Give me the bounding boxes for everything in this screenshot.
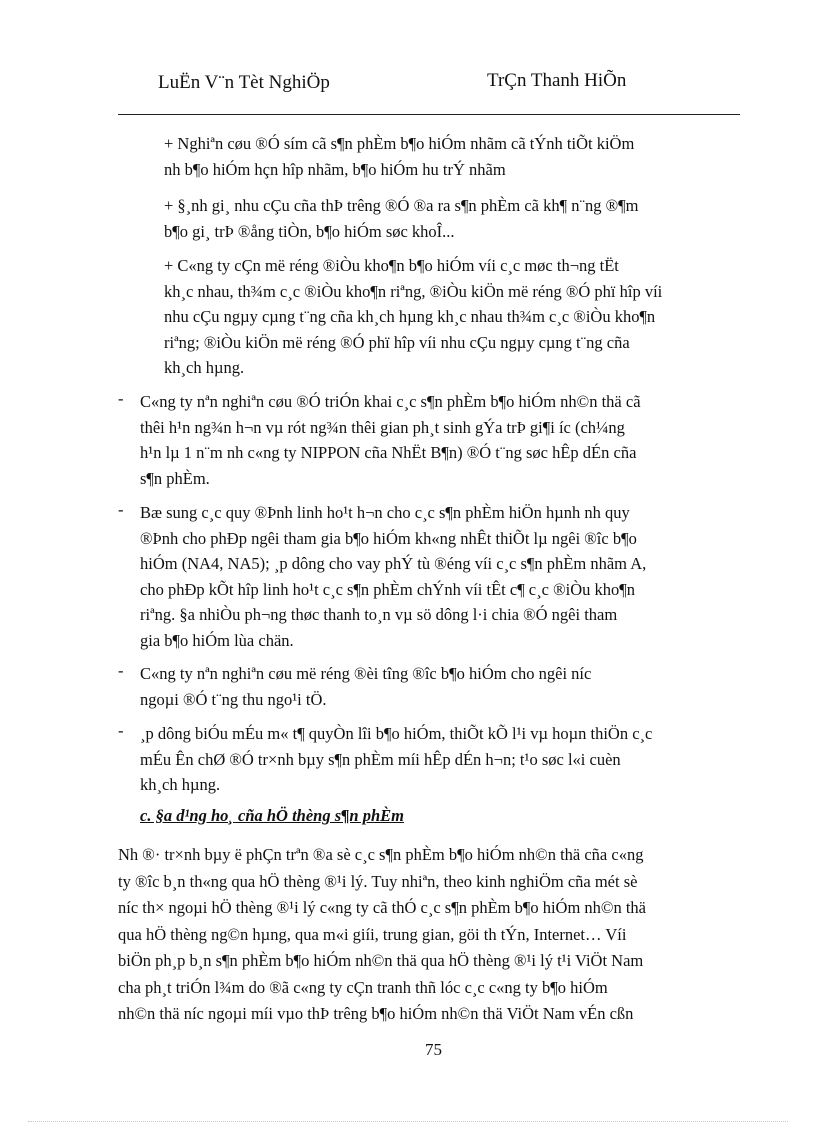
bullet-dash: -	[118, 661, 124, 680]
text-line: s¶n phÈm.	[140, 468, 210, 488]
dash-item-1	[140, 389, 641, 491]
text-line: kh¸ch hµng.	[140, 775, 221, 794]
text-line: + C«ng ty cÇn më réng ®iÒu kho¶n b¶o hiÓm víi c¸c møc th¬ng tËt	[164, 256, 619, 275]
text-line: ngoµi ®Ó t¨ng thu ngo¹i tÖ.	[140, 689, 327, 709]
text-line: Nh ®· tr×nh bµy ë phÇn trªn ®a sè c¸c s¶n phÈm b¶o hiÓm nh©n thä cña c«ng	[118, 845, 644, 864]
text-line: hiÓm (NA4, NA5); ¸p dông cho vay phÝ tù ®éng víi c¸c s¶n phÈm nhãm A,	[140, 554, 647, 573]
text-line: ®Þnh cho phÐp ngêi tham gia b¶o hiÓm kh«ng nhÊt thiÕt lµ ngêi ®îc b¶o	[140, 528, 637, 548]
text-line: mÉu Ên chØ ®Ó tr×nh bµy s¶n phÈm míi hÊp dÉn h¬n; t¹o søc l«i cuèn	[140, 749, 621, 769]
text-line: C«ng ty nªn nghiªn cøu më réng ®èi tîng ®îc b¶o hiÓm cho ngêi níc	[140, 664, 592, 683]
text-line: ty ®îc b¸n th«ng qua hÖ thèng ®¹i lý. Tuy nhiªn, theo kinh nghiÖm cña mét sè	[118, 871, 638, 891]
text-line: h¹n lµ 1 n¨m nh c«ng ty NIPPON cña NhËt B¶n) ®Ó t¨ng søc hÊp dÉn cña	[140, 443, 637, 462]
plus-item-1	[164, 131, 634, 182]
section-subheading: c. §a d¹ng ho¸ cña hÖ thèng s¶n phÈm	[140, 806, 404, 825]
text-line: qua hÖ thèng ng©n hµng, qua m«i giíi, trung gian, göi th tÝn, Internet… Víi	[118, 924, 627, 944]
dash-item-3	[140, 661, 591, 712]
text-line: Bæ sung c¸c quy ®Þnh linh ho¹t h¬n cho c¸c s¶n phÈm hiÖn hµnh nh quy	[140, 503, 630, 522]
text-line: nhu cÇu ngµy cµng t¨ng cña kh¸ch hµng kh¸c nhau th¾m c¸c ®iÒu kho¶n	[164, 307, 656, 326]
text-line: riªng; ®iÒu kiÖn më réng ®Ó phï hîp víi nhu cÇu ngµy cµng t¨ng cña	[164, 332, 630, 352]
plus-item-2	[164, 193, 638, 244]
plus-item-3	[164, 253, 662, 381]
text-line: + Nghiªn cøu ®Ó sím cã s¶n phÈm b¶o hiÓm nhãm cã tÝnh tiÕt kiÖm	[164, 134, 635, 153]
text-line: cho phÐp kÕt hîp linh ho¹t c¸c s¶n phÈm chÝnh víi tÊt c¶ c¸c ®iÒu kho¶n	[140, 579, 635, 599]
page-bottom-edge	[28, 1121, 788, 1122]
text-line: biÖn ph¸p b¸n s¶n phÈm b¶o hiÓm nh©n thä qua hÖ thèng ®¹i lý t¹i ViÖt Nam	[118, 951, 644, 970]
page-number: 75	[425, 1040, 442, 1059]
text-line: riªng. §a nhiÒu ph¬ng thøc thanh to¸n vµ sö dông l·i chia ®Ó ngêi tham	[140, 605, 618, 624]
text-line: kh¸ch hµng.	[164, 358, 245, 377]
header-rule	[118, 114, 740, 115]
text-line: C«ng ty nªn nghiªn cøu ®Ó triÓn khai c¸c s¶n phÈm b¶o hiÓm nh©n thä cã	[140, 392, 641, 411]
dash-item-4	[140, 721, 652, 798]
text-line: kh¸c nhau, th¾m c¸c ®iÒu kho¶n riªng, ®iÒu kiÖn më réng ®Ó phï hîp víi	[164, 281, 663, 301]
text-line: b¶o gi¸ trÞ ®ång tiÒn, b¶o hiÓm søc khoÎ...	[164, 221, 455, 241]
header-author-left: LuËn V¨n Tèt NghiÖp	[158, 72, 330, 93]
text-line: níc th× ngoµi hÖ thèng ®¹i lý c«ng ty cã thÓ c¸c s¶n phÈm b¶o hiÓm nh©n thä	[118, 898, 646, 917]
bullet-dash: -	[118, 721, 124, 740]
dash-item-2	[140, 500, 646, 653]
text-line: cha ph¸t triÓn l¾m do ®ã c«ng ty cÇn tranh thñ lóc c¸c c«ng ty b¶o hiÓm	[118, 977, 608, 997]
bullet-dash: -	[118, 389, 124, 408]
text-line: nh b¶o hiÓm hçn hîp nhãm, b¶o hiÓm hu trÝ nhãm	[164, 159, 506, 179]
text-line: + §¸nh gi¸ nhu cÇu cña thÞ trêng ®Ó ®a ra s¶n phÈm cã kh¶ n¨ng ®¶m	[164, 196, 639, 215]
text-line: gia b¶o hiÓm lùa chän.	[140, 630, 294, 650]
text-line: nh©n thä níc ngoµi míi vµo thÞ trêng b¶o hiÓm nh©n thä ViÖt Nam vÉn cßn	[118, 1004, 634, 1023]
bullet-dash: -	[118, 500, 124, 519]
body-paragraph	[118, 842, 646, 1028]
text-line: thêi h¹n ng¾n h¬n vµ rót ng¾n thêi gian ph¸t sinh gÝa trÞ gi¶i íc (ch¼ng	[140, 417, 625, 437]
text-line: ¸p dông biÓu mÉu m« t¶ quyÒn lîi b¶o hiÓm, thiÕt kÕ l¹i vµ hoµn thiÖn c¸c	[140, 724, 653, 743]
header-author-right: TrÇn Thanh HiÕn	[487, 70, 627, 91]
